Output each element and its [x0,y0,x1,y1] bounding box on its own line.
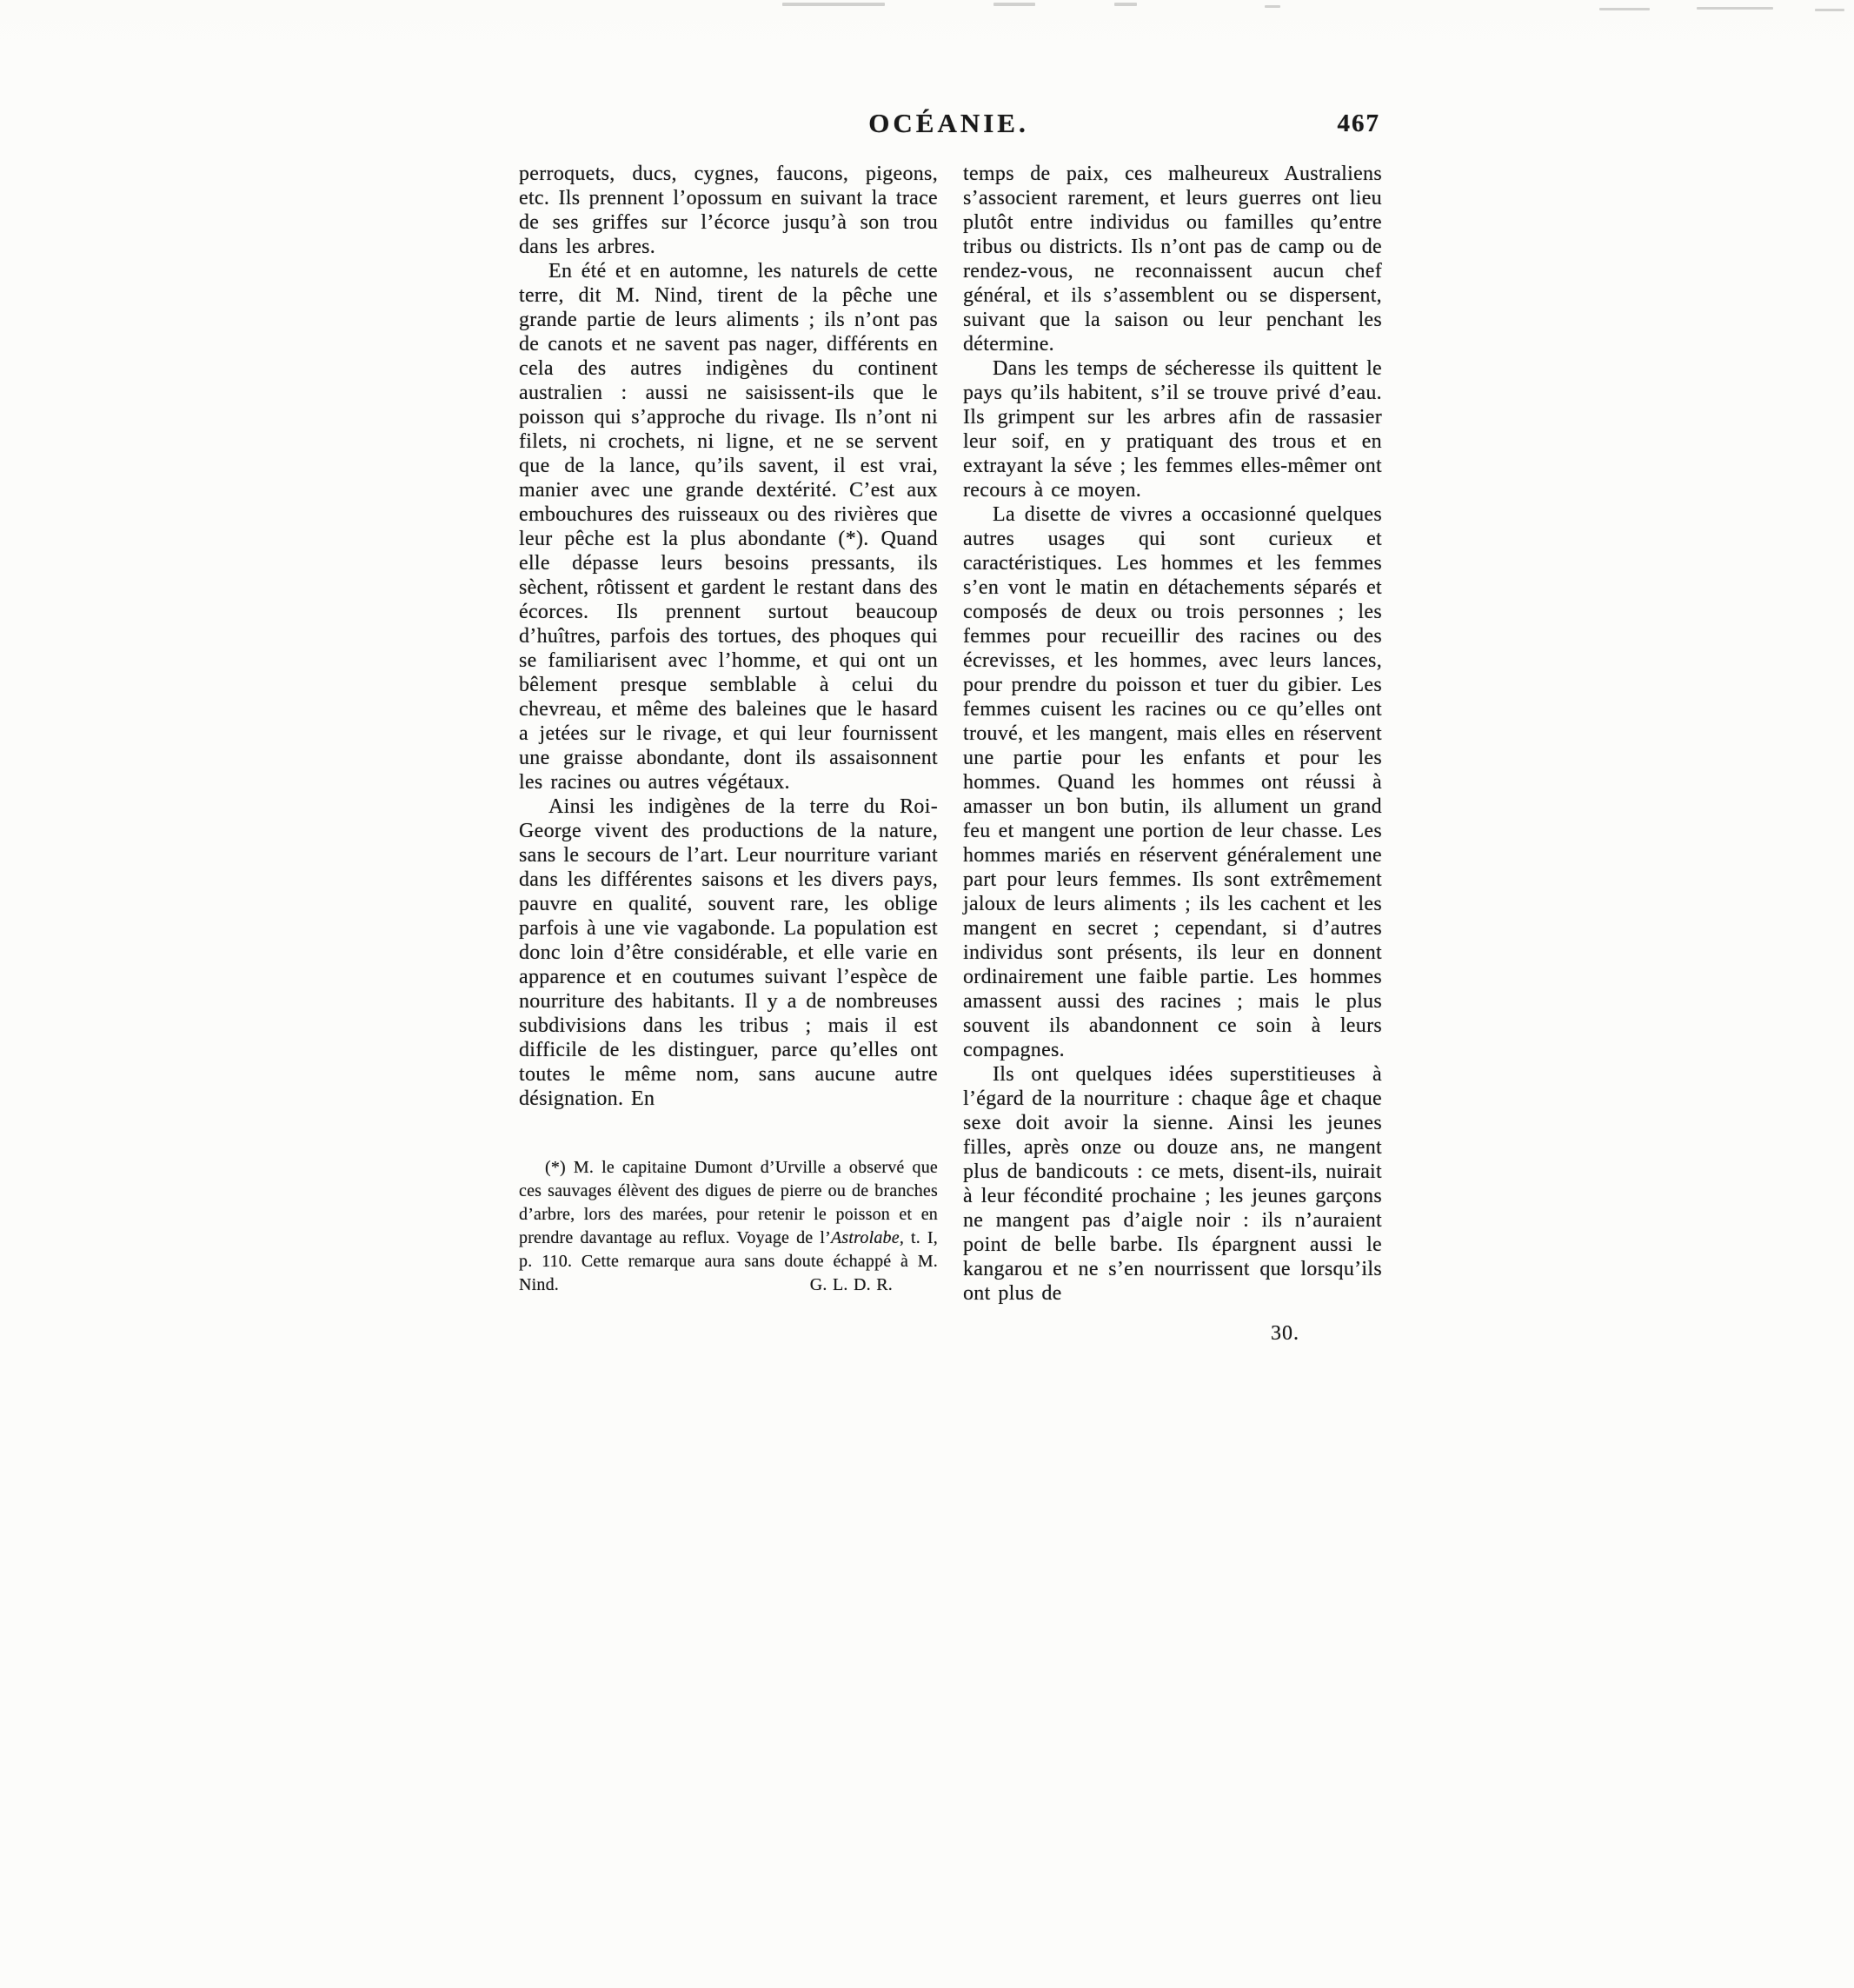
left-column [519,162,938,1297]
body-paragraph: Ainsi les indigènes de la terre du Roi-George vivent des productions de la nature, sans le secours de l’art. Leur nourriture variant dans les différentes saisons et les divers pays, pauvre en qualité, souvent rare, les oblige parfois à une vie vagabonde. La population est donc loin d’être considérable, et elle varie en apparence et en coutumes suivant l’espèce de nourriture des habitants. Il y a de nombreuses subdivisions dans les tribus ; mais il est difficile de les distinguer, parce qu’elles ont toutes le même nom, sans aucune autre désignation. En [519,795,938,1110]
body-paragraph: Dans les temps de sécheresse ils quittent le pays qu’ils habitent, s’il se trouve privé d’eau. Ils grimpent sur les arbres afin de rassasier leur soif, en y pratiquant des trous et en extrayant la séve ; les femmes elles-mêmer ont recours à ce moyen. [963,357,1382,502]
scan-artifact-dash [782,3,885,6]
scan-artifact-dash [1599,8,1650,10]
scan-artifact-dash [1697,7,1773,10]
body-paragraph: temps de paix, ces malheureux Australiens s’associent rarement, et leurs guerres ont lieu plutôt entre individus ou familles qu’entre tribus ou districts. Ils n’ont pas de camp ou de rendez-vous, ne reconnaissent aucun chef général, et ils s’assemblent ou se dispersent, suivant que la saison ou leur penchant les détermine. [963,163,1382,356]
body-paragraph: perroquets, ducs, cygnes, faucons, pigeons, etc. Ils prennent l’opossum en suivant la trace de ses griffes sur l’écorce jusqu’à son trou dans les arbres. [519,163,938,258]
body-paragraph: La disette de vivres a occasionné quelques autres usages qui sont curieux et caractéristiques. Les hommes et les femmes s’en vont le matin en détachements séparés et composés de deux ou trois personnes ; les femmes pour recueillir des racines ou des écrevisses, et les hommes, avec leurs lances, pour prendre du poisson et tuer du gibier. Les femmes cuisent les racines ou ce qu’elles ont trouvé, et les mangent, mais elles en réservent une partie pour les enfants et pour les hommes. Quand les hommes ont réussi à amasser un bon butin, ils allument un grand feu et mangent une portion de leur chasse. Les hommes mariés en réservent généralement une part pour leurs femmes. Ils sont extrêmement jaloux de leurs aliments ; ils les cachent et les mangent en secret ; cependant, si d’autres individus sont présents, ils leur en donnent ordinairement une faible partie. Les hommes amassent aussi des racines ; mais le plus souvent ils abandonnent ce soin à leurs compagnes. [963,503,1382,1061]
scan-artifact-dash [993,3,1035,6]
page-number: 467 [1337,110,1380,137]
footnote-work-title: Astrolabe, [830,1228,905,1247]
footnote-text: (*) M. le capitaine Dumont d’Urville a observé que ces sauvages élèvent des digues de pierre ou de branches d’arbre, lors des marées, pour retenir le poisson et en prendre davantage au reflux. Voyage de l’ [519,1158,938,1247]
right-column [963,162,1382,1346]
page-title: OCÉANIE. [868,108,1029,138]
body-paragraph: Ils ont quelques idées superstitieuses à l’égard de la nourriture : chaque âge et chaque sexe doit avoir la sienne. Ainsi les jeunes filles, après onze ou douze ans, ne mangent plus de bandicouts : ce mets, disent-ils, nuirait à leur fécondité prochaine ; les jeunes garçons ne mangent pas d’aigle noir : ils n’auraient point de belle barbe. Ils épargnent aussi le kangarou et ne s’en nourrissent que lorsqu’ils ont plus de [963,1063,1382,1305]
scan-artifact-dash [1114,3,1137,6]
printer-signature-mark: 30. [1271,1322,1299,1345]
footnote [519,1156,938,1297]
body-paragraph: En été et en automne, les naturels de cette terre, dit M. Nind, tirent de la pêche une grande partie de leurs aliments ; ils n’ont pas de canots et ne savent pas nager, différents en cela des autres indigènes du continent australien : aussi ne saisissent-ils que le poisson qui s’approche du rivage. Ils n’ont ni filets, ni crochets, ni ligne, et ne se servent que de la lance, qu’ils savent, il est vrai, manier avec une grande dextérité. C’est aux embouchures des ruisseaux ou des rivières que leur pêche est la plus abondante (*). Quand elle dépasse leurs besoins pressants, ils sèchent, rôtissent et gardent le restant dans des écorces. Ils prennent surtout beaucoup d’huîtres, parfois des tortues, des phoques qui se familiarisent avec l’homme, et qui ont un bêlement presque semblable à celui du chevreau, et même des baleines que le hasard a jetées sur le rivage, et qui leur fournissent une graisse abondante, dont ils assaisonnent les racines ou autres végétaux. [519,260,938,794]
scan-artifact-dash [1815,9,1844,11]
footnote-signature: G. L. D. R. [809,1275,893,1294]
footnote-text: t. I, p. 110. Cette remarque aura sans doute échappé à M. Nind. [519,1228,938,1294]
scan-artifact-dash [1265,5,1280,8]
